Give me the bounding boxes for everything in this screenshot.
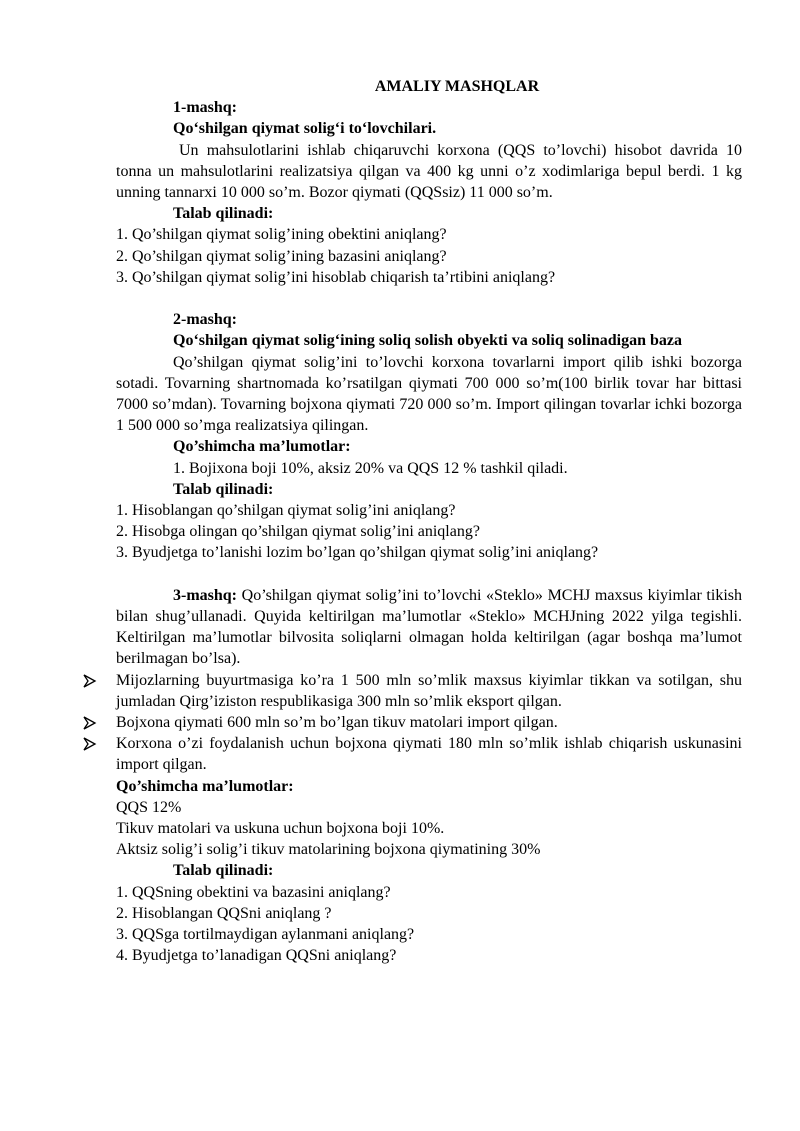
arrow-bullet-icon	[80, 733, 98, 754]
ex3-extra-label: Qo’shimcha ma’lumotlar:	[116, 777, 294, 795]
ex3-intro	[116, 585, 742, 670]
list-item	[116, 712, 742, 733]
ex1-subtitle: Qo‘shilgan qiymat solig‘i to‘lovchilari.	[173, 120, 437, 138]
list-item	[116, 733, 742, 775]
ex3-question: 2. Hisoblangan QQSni aniqlang ?	[116, 904, 332, 922]
ex2-body: Qo’shilgan qiymat solig’ini to’lovchi korxona tovarlarni import qilib ishki bozorga sotadi. Tovarning shartnomada ko’rsatilgan qiymati 700 000 so’m(100 birlik tovar har bittasi 7000 so’mdan). Tovarning bojxona qiymati 720 000 so’m. Import qilingan tovarlar ichki bozorga 1 500 000 so’mga realizatsiya qilingan.	[116, 353, 742, 435]
ex2-question: 1. Hisoblangan qo’shilgan qiymat solig’ini aniqlang?	[116, 502, 456, 520]
ex1-question: 2. Qo’shilgan qiymat solig’ining bazasini aniqlang?	[116, 247, 447, 265]
ex2-extra-text: 1. Bojixona boji 10%, aksiz 20% va QQS 12 % tashkil qiladi.	[173, 459, 568, 477]
ex2-question: 2. Hisobga olingan qo’shilgan qiymat solig’ini aniqlang?	[116, 523, 480, 541]
ex3-required-label: Talab qilinadi:	[173, 862, 274, 880]
ex2-extra-label: Qo’shimcha ma’lumotlar:	[173, 438, 351, 456]
document-page	[116, 76, 742, 967]
list-item	[116, 670, 742, 712]
ex3-extra-line: Aktsiz solig’i solig’i tikuv matolarining bojxona qiymatining 30%	[116, 841, 541, 859]
ex3-heading: 3-mashq:	[173, 586, 238, 604]
document-title: AMALIY MASHQLAR	[374, 78, 540, 95]
ex1-body-text: Un mahsulotlarini ishlab chiqaruvchi korxona (QQS to’lovchi) hisobot davrida 10 tonna un mahsulotlarini realizatsiya qilgan va 400 kg unni o’z xodimlariga bepul berdi. 1 kg unning tannarxi 10 000 so’m. Bozor qiymati (QQSsiz) 11 000 so’m.	[116, 141, 742, 202]
ex1-heading: 1-mashq:	[173, 99, 238, 117]
ex2-question: 3. Byudjetga to’lanishi lozim bo’lgan qo’shilgan qiymat solig’ini aniqlang?	[116, 544, 599, 562]
spacer	[116, 288, 742, 309]
ex1-question: 1. Qo’shilgan qiymat solig’ining obektini aniqlang?	[116, 226, 447, 244]
ex3-bullet-text: Mijozlarning buyurtmasiga ko’ra 1 500 mln so’mlik maxsus kiyimlar tikkan va sotilgan, shu jumladan Qirg’iziston respublikasiga 300 mln so’mlik eksport qilgan.	[116, 671, 742, 710]
spacer	[116, 564, 742, 585]
ex3-bullet-list	[116, 670, 742, 776]
ex3-extra-line: Tikuv matolari va uskuna uchun bojxona boji 10%.	[116, 820, 445, 838]
ex3-extra-line: QQS 12%	[116, 798, 182, 816]
ex3-bullet-text: Bojxona qiymati 600 mln so’m bo’lgan tikuv matolari import qilgan.	[116, 714, 558, 732]
ex3-question: 1. QQSning obektini va bazasini aniqlang?	[116, 883, 391, 901]
ex1-body	[116, 140, 742, 204]
ex1-question: 3. Qo’shilgan qiymat solig’ini hisoblab chiqarish ta’rtibini aniqlang?	[116, 268, 556, 286]
arrow-bullet-icon	[80, 670, 98, 691]
ex3-bullet-text: Korxona o’zi foydalanish uchun bojxona qiymati 180 mln so’mlik ishlab chiqarish uskunasini import qilgan.	[116, 735, 742, 774]
ex2-required-label: Talab qilinadi:	[173, 480, 274, 498]
ex3-body: Qo’shilgan qiymat solig’ini to’lovchi «Steklo» MCHJ maxsus kiyimlar tikish bilan shug’ullanadi. Quyida keltirilgan ma’lumotlar «Steklo» MCHJning 2022 yilga tegishli. Keltirilgan ma’lumotlar bilvosita soliqlarni olmagan holda keltirilgan (agar boshqa ma’lumot berilmagan bo’lsa).	[116, 586, 742, 668]
ex3-question: 4. Byudjetga to’lanadigan QQSni aniqlang?	[116, 947, 397, 965]
ex2-heading: 2-mashq:	[173, 311, 238, 329]
ex2-subtitle: Qo‘shilgan qiymat solig‘ining soliq solish obyekti va soliq solinadigan baza	[173, 332, 683, 350]
ex3-question: 3. QQSga tortilmaydigan aylanmani aniqlang?	[116, 926, 415, 944]
arrow-bullet-icon	[80, 712, 98, 733]
ex1-required-label: Talab qilinadi:	[173, 205, 274, 223]
